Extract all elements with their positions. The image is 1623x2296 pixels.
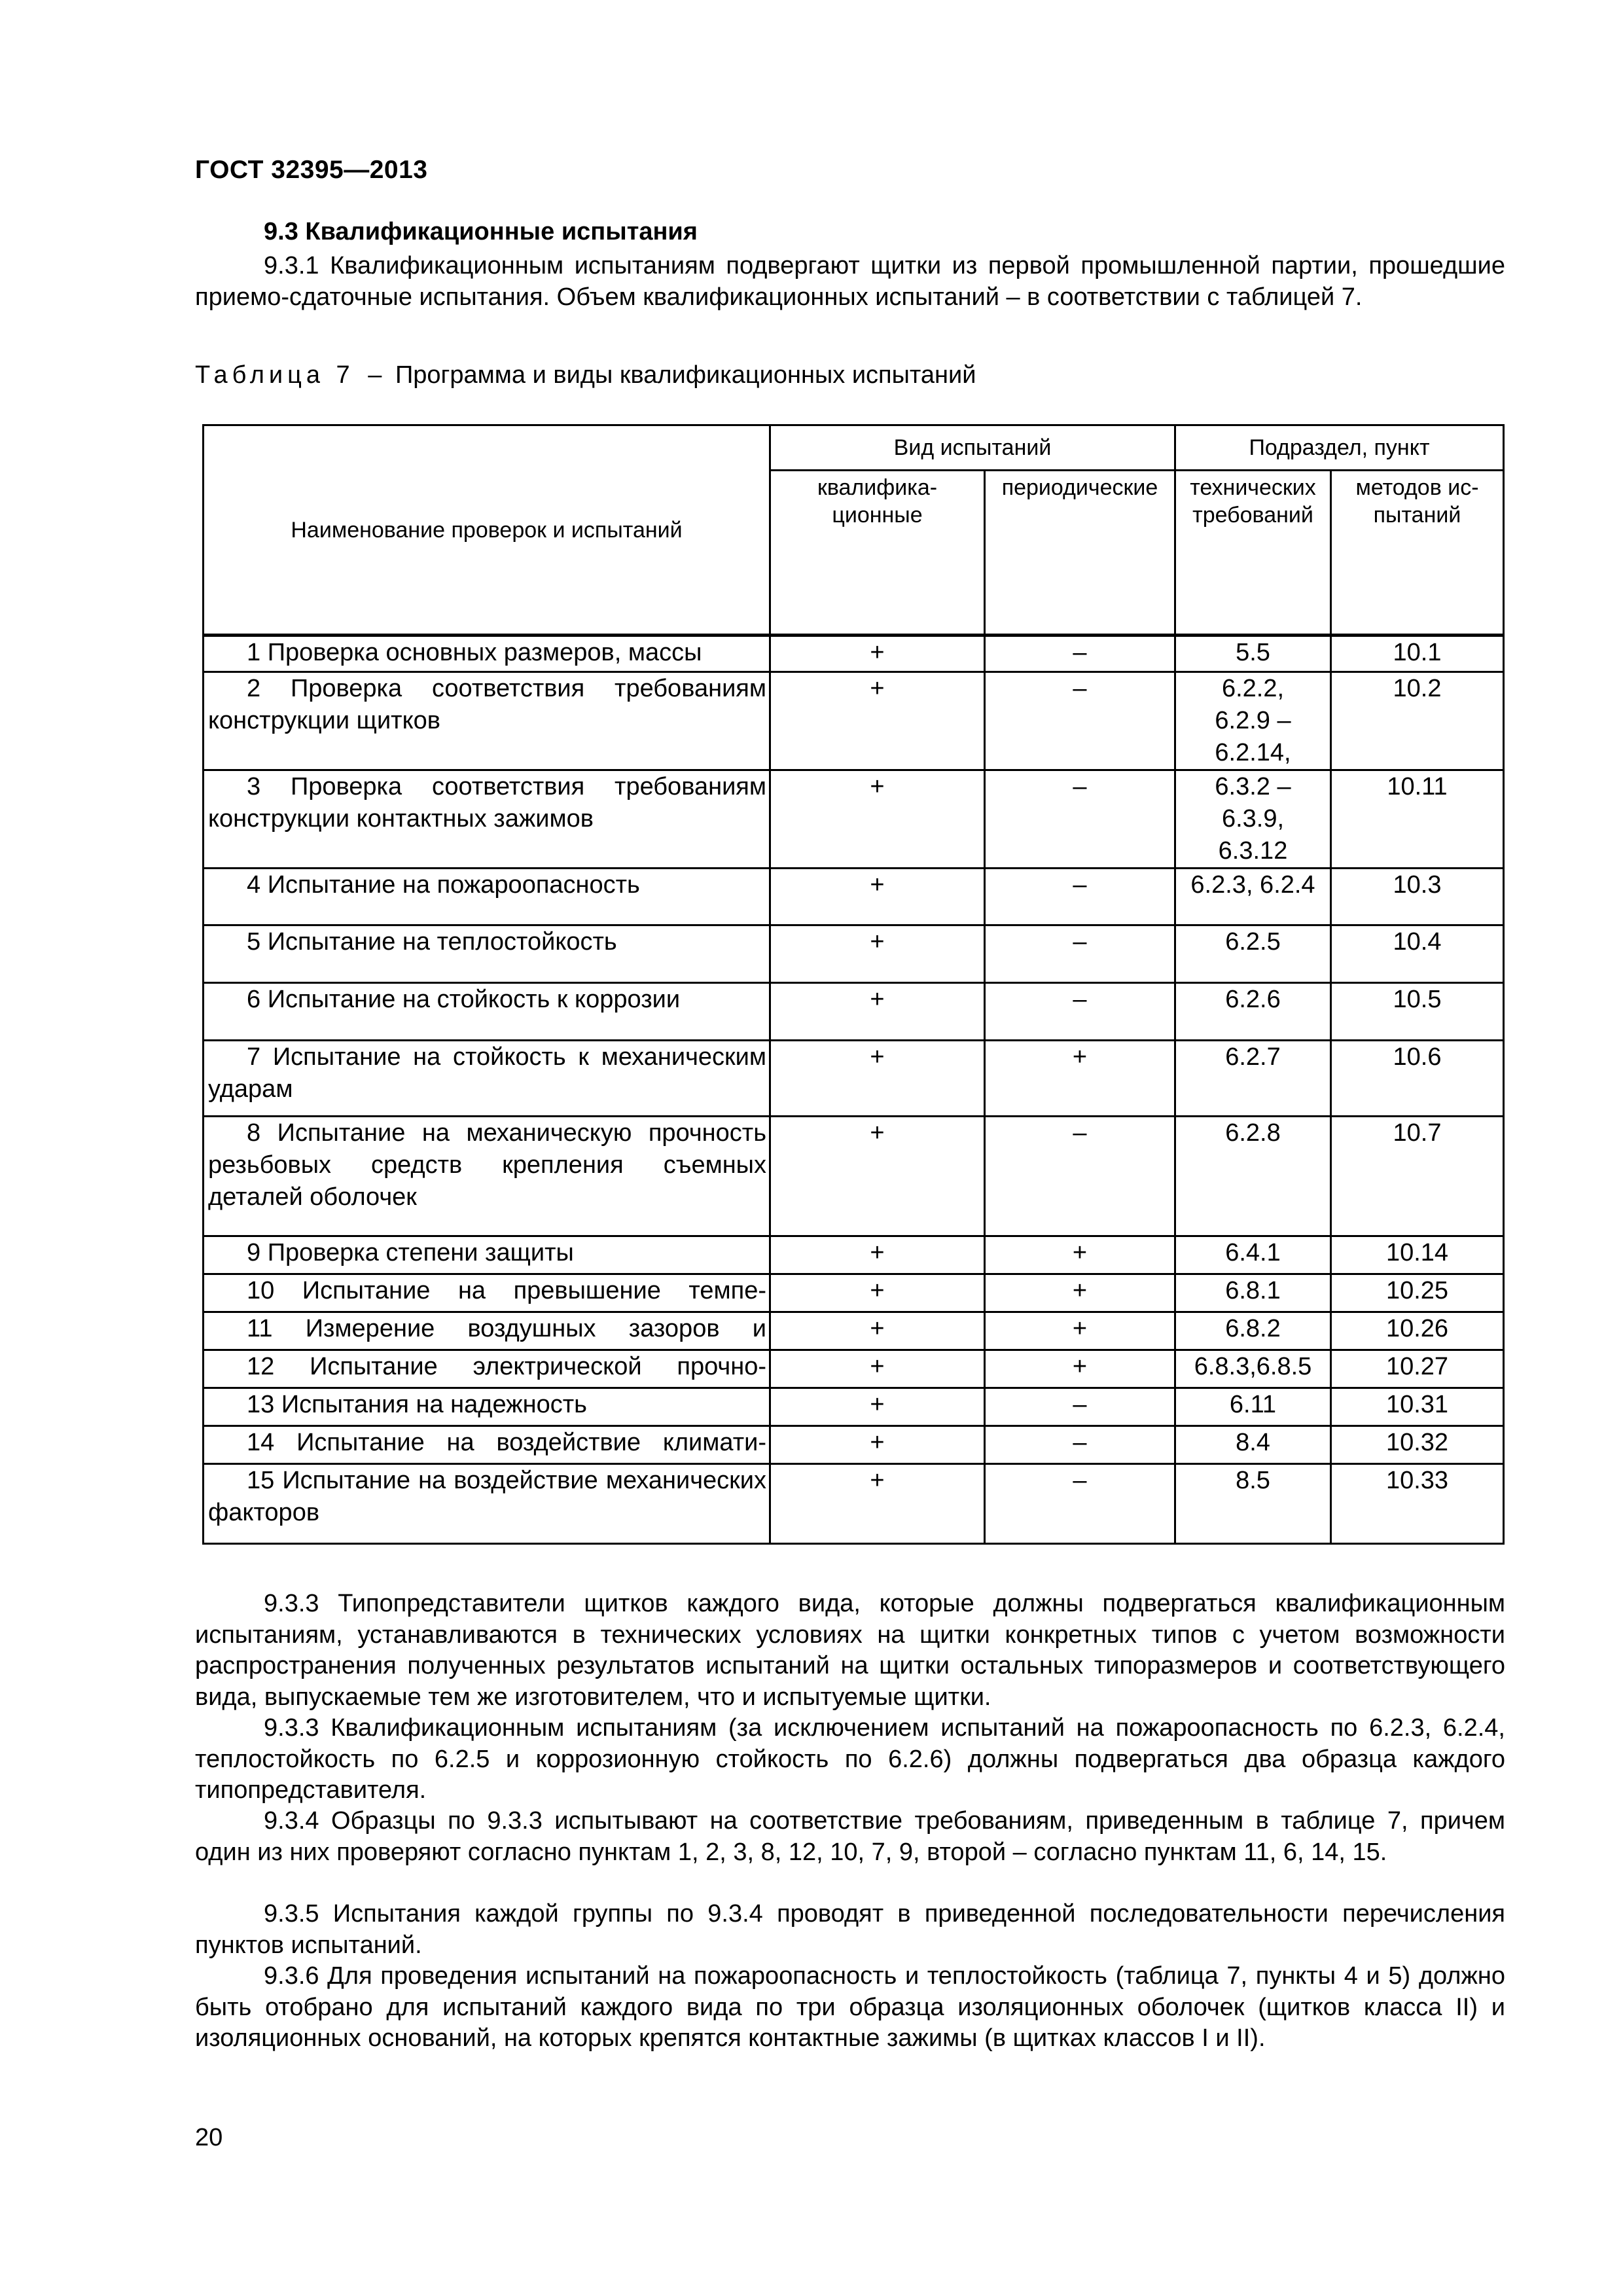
test-name: 6 Испытание на стойкость к коррозии (204, 983, 770, 1041)
page-number: 20 (195, 2124, 223, 2151)
tech-requirements-ref: 6.2.5 (1175, 925, 1331, 983)
paragraph-9-3-5: 9.3.5 Испытания каждой группы по 9.3.4 проводят в приведенной последовательности перечисления пунктов испытаний. (195, 1900, 1505, 1959)
qualification-mark: + (770, 1464, 985, 1544)
periodic-mark: – (985, 1117, 1175, 1236)
test-method-ref: 10.2 (1331, 672, 1504, 770)
qualification-mark: + (770, 1041, 985, 1117)
test-method-ref: 10.26 (1331, 1312, 1504, 1350)
header-tech-requirements: технических требований (1175, 471, 1331, 636)
tech-requirements-ref: 6.11 (1175, 1388, 1331, 1426)
tech-requirements-ref: 5.5 (1175, 636, 1331, 672)
table-caption-dash: – (368, 361, 382, 389)
test-method-ref: 10.3 (1331, 869, 1504, 925)
table-caption (195, 361, 976, 389)
tech-requirements-ref: 6.8.2 (1175, 1312, 1331, 1350)
periodic-mark: – (985, 1464, 1175, 1544)
table-row (204, 1388, 1504, 1426)
tech-requirements-ref: 8.4 (1175, 1426, 1331, 1464)
test-method-ref: 10.11 (1331, 770, 1504, 869)
test-method-ref: 10.7 (1331, 1117, 1504, 1236)
header-test-methods: методов ис- пытаний (1331, 471, 1504, 636)
section-title: 9.3 Квалификационные испытания (264, 218, 698, 245)
qualification-mark: + (770, 636, 985, 672)
test-name: 13 Испытания на надежность (204, 1388, 770, 1426)
periodic-mark: + (985, 1312, 1175, 1350)
periodic-mark: + (985, 1236, 1175, 1274)
tech-requirements-ref: 6.2.6 (1175, 983, 1331, 1041)
test-method-ref: 10.33 (1331, 1464, 1504, 1544)
table-caption-title: Программа и виды квалификационных испытаний (395, 361, 976, 389)
test-method-ref: 10.4 (1331, 925, 1504, 983)
table-row (204, 1312, 1504, 1350)
test-name: 4 Испытание на пожароопасность (204, 869, 770, 925)
test-method-ref: 10.25 (1331, 1274, 1504, 1312)
paragraph-9-3-4: 9.3.4 Образцы по 9.3.3 испытывают на соответствие требованиям, приведенным в таблице 7, причем один из них проверяют согласно пунктам 1, 2, 3, 8, 12, 10, 7, 9, второй – согласно пунктам 11, 6, 14, 15. (195, 1807, 1505, 1866)
test-name: 10 Испытание на превышение темпе- (204, 1274, 770, 1312)
tech-requirements-ref: 6.2.8 (1175, 1117, 1331, 1236)
header-subsection: Подраздел, пункт (1175, 425, 1504, 471)
table-row (204, 925, 1504, 983)
qualification-mark: + (770, 1350, 985, 1388)
table-row (204, 1274, 1504, 1312)
table-row (204, 1117, 1504, 1236)
test-name: 15 Испытание на воздействие механических факторов (204, 1464, 770, 1544)
periodic-mark: – (985, 925, 1175, 983)
test-method-ref: 10.5 (1331, 983, 1504, 1041)
periodic-mark: – (985, 770, 1175, 869)
table-row (204, 1426, 1504, 1464)
test-name: 14 Испытание на воздействие климати- (204, 1426, 770, 1464)
tech-requirements-ref: 6.8.3,6.8.5 (1175, 1350, 1331, 1388)
qualification-mark: + (770, 1312, 985, 1350)
test-method-ref: 10.14 (1331, 1236, 1504, 1274)
qualification-mark: + (770, 1388, 985, 1426)
test-name: 11 Измерение воздушных зазоров и (204, 1312, 770, 1350)
tech-requirements-ref: 6.4.1 (1175, 1236, 1331, 1274)
test-method-ref: 10.27 (1331, 1350, 1504, 1388)
table-row (204, 1464, 1504, 1544)
test-method-ref: 10.1 (1331, 636, 1504, 672)
qualification-mark: + (770, 925, 985, 983)
header-test-kind: Вид испытаний (770, 425, 1175, 471)
table-row (204, 983, 1504, 1041)
test-name: 9 Проверка степени защиты (204, 1236, 770, 1274)
tech-requirements-text: 6.2.2, 6.2.9 – 6.2.14, (1215, 675, 1291, 766)
qualification-mark: + (770, 770, 985, 869)
qualification-mark: + (770, 1274, 985, 1312)
paragraph-9-3-3-samples: 9.3.3 Квалификационным испытаниям (за исключением испытаний на пожароопасность по 6.2.3, 6.2.4, теплостойкость по 6.2.5 и коррозионную стойкость по 6.2.6) должны подвергаться два образца каждого типопредставителя. (195, 1714, 1505, 1804)
qualification-mark: + (770, 1426, 985, 1464)
test-name: 7 Испытание на стойкость к механическим ударам (204, 1041, 770, 1117)
periodic-mark: – (985, 636, 1175, 672)
periodic-mark: + (985, 1350, 1175, 1388)
paragraph-9-3-6: 9.3.6 Для проведения испытаний на пожароопасность и теплостойкость (таблица 7, пункты 4 и 5) должно быть отобрано для испытаний каждого вида по три образца изоляционных оболочек (щитков класса II) и изоляционных оснований, на которых крепятся контактные зажимы (в щитках классов I и II). (195, 1962, 1505, 2052)
table-row (204, 636, 1504, 672)
test-name: 5 Испытание на теплостойкость (204, 925, 770, 983)
periodic-mark: – (985, 869, 1175, 925)
periodic-mark: – (985, 1426, 1175, 1464)
document-header: ГОСТ 32395—2013 (195, 156, 428, 184)
table-row (204, 672, 1504, 770)
table-row (204, 1350, 1504, 1388)
paragraph-9-3-3-representatives: 9.3.3 Типопредставители щитков каждого вида, которые должны подвергаться квалификационным испытаниям, устанавливаются в технических условиях на щитки конкретных типов с учетом возможности распространения полученных результатов испытаний на щитки остальных типоразмеров и соответствующего вида, выпускаемые тем же изготовителем, что и испытуемые щитки. (195, 1590, 1505, 1711)
test-method-ref: 10.31 (1331, 1388, 1504, 1426)
test-name: 3 Проверка соответствия требованиям конструкции контактных зажимов (204, 770, 770, 869)
periodic-mark: – (985, 1388, 1175, 1426)
header-test-name: Наименование проверок и испытаний (204, 425, 770, 636)
test-program-table (202, 424, 1505, 1545)
periodic-mark: – (985, 983, 1175, 1041)
table-row (204, 1236, 1504, 1274)
tech-requirements-ref: 6.2.3, 6.2.4 (1175, 869, 1331, 925)
test-method-ref: 10.32 (1331, 1426, 1504, 1464)
table-row (204, 770, 1504, 869)
test-name: 12 Испытание электрической прочно- (204, 1350, 770, 1388)
qualification-mark: + (770, 1236, 985, 1274)
test-method-ref: 10.6 (1331, 1041, 1504, 1117)
tech-requirements-ref (1175, 672, 1331, 770)
table-row (204, 869, 1504, 925)
table-row (204, 1041, 1504, 1117)
periodic-mark: – (985, 672, 1175, 770)
table-caption-label: Таблица 7 (195, 361, 355, 389)
qualification-mark: + (770, 672, 985, 770)
header-qualification: квалифика- ционные (770, 471, 985, 636)
periodic-mark: + (985, 1274, 1175, 1312)
tech-requirements-ref: 6.8.1 (1175, 1274, 1331, 1312)
test-name: 2 Проверка соответствия требованиям конструкции щитков (204, 672, 770, 770)
qualification-mark: + (770, 1117, 985, 1236)
periodic-mark: + (985, 1041, 1175, 1117)
tech-requirements-ref: 6.3.2 – 6.3.9, 6.3.12 (1175, 770, 1331, 869)
test-name: 8 Испытание на механическую прочность резьбовых средств крепления съемных деталей оболочек (204, 1117, 770, 1236)
qualification-mark: + (770, 983, 985, 1041)
header-periodic: периодические (985, 471, 1175, 636)
tech-requirements-ref: 6.2.7 (1175, 1041, 1331, 1117)
tech-requirements-ref: 8.5 (1175, 1464, 1331, 1544)
qualification-mark: + (770, 869, 985, 925)
paragraph-9-3-1: 9.3.1 Квалификационным испытаниям подвергают щитки из первой промышленной партии, прошедшие приемо-сдаточные испытания. Объем квалификационных испытаний – в соответствии с таблицей 7. (195, 252, 1505, 311)
test-name: 1 Проверка основных размеров, массы (204, 636, 770, 672)
